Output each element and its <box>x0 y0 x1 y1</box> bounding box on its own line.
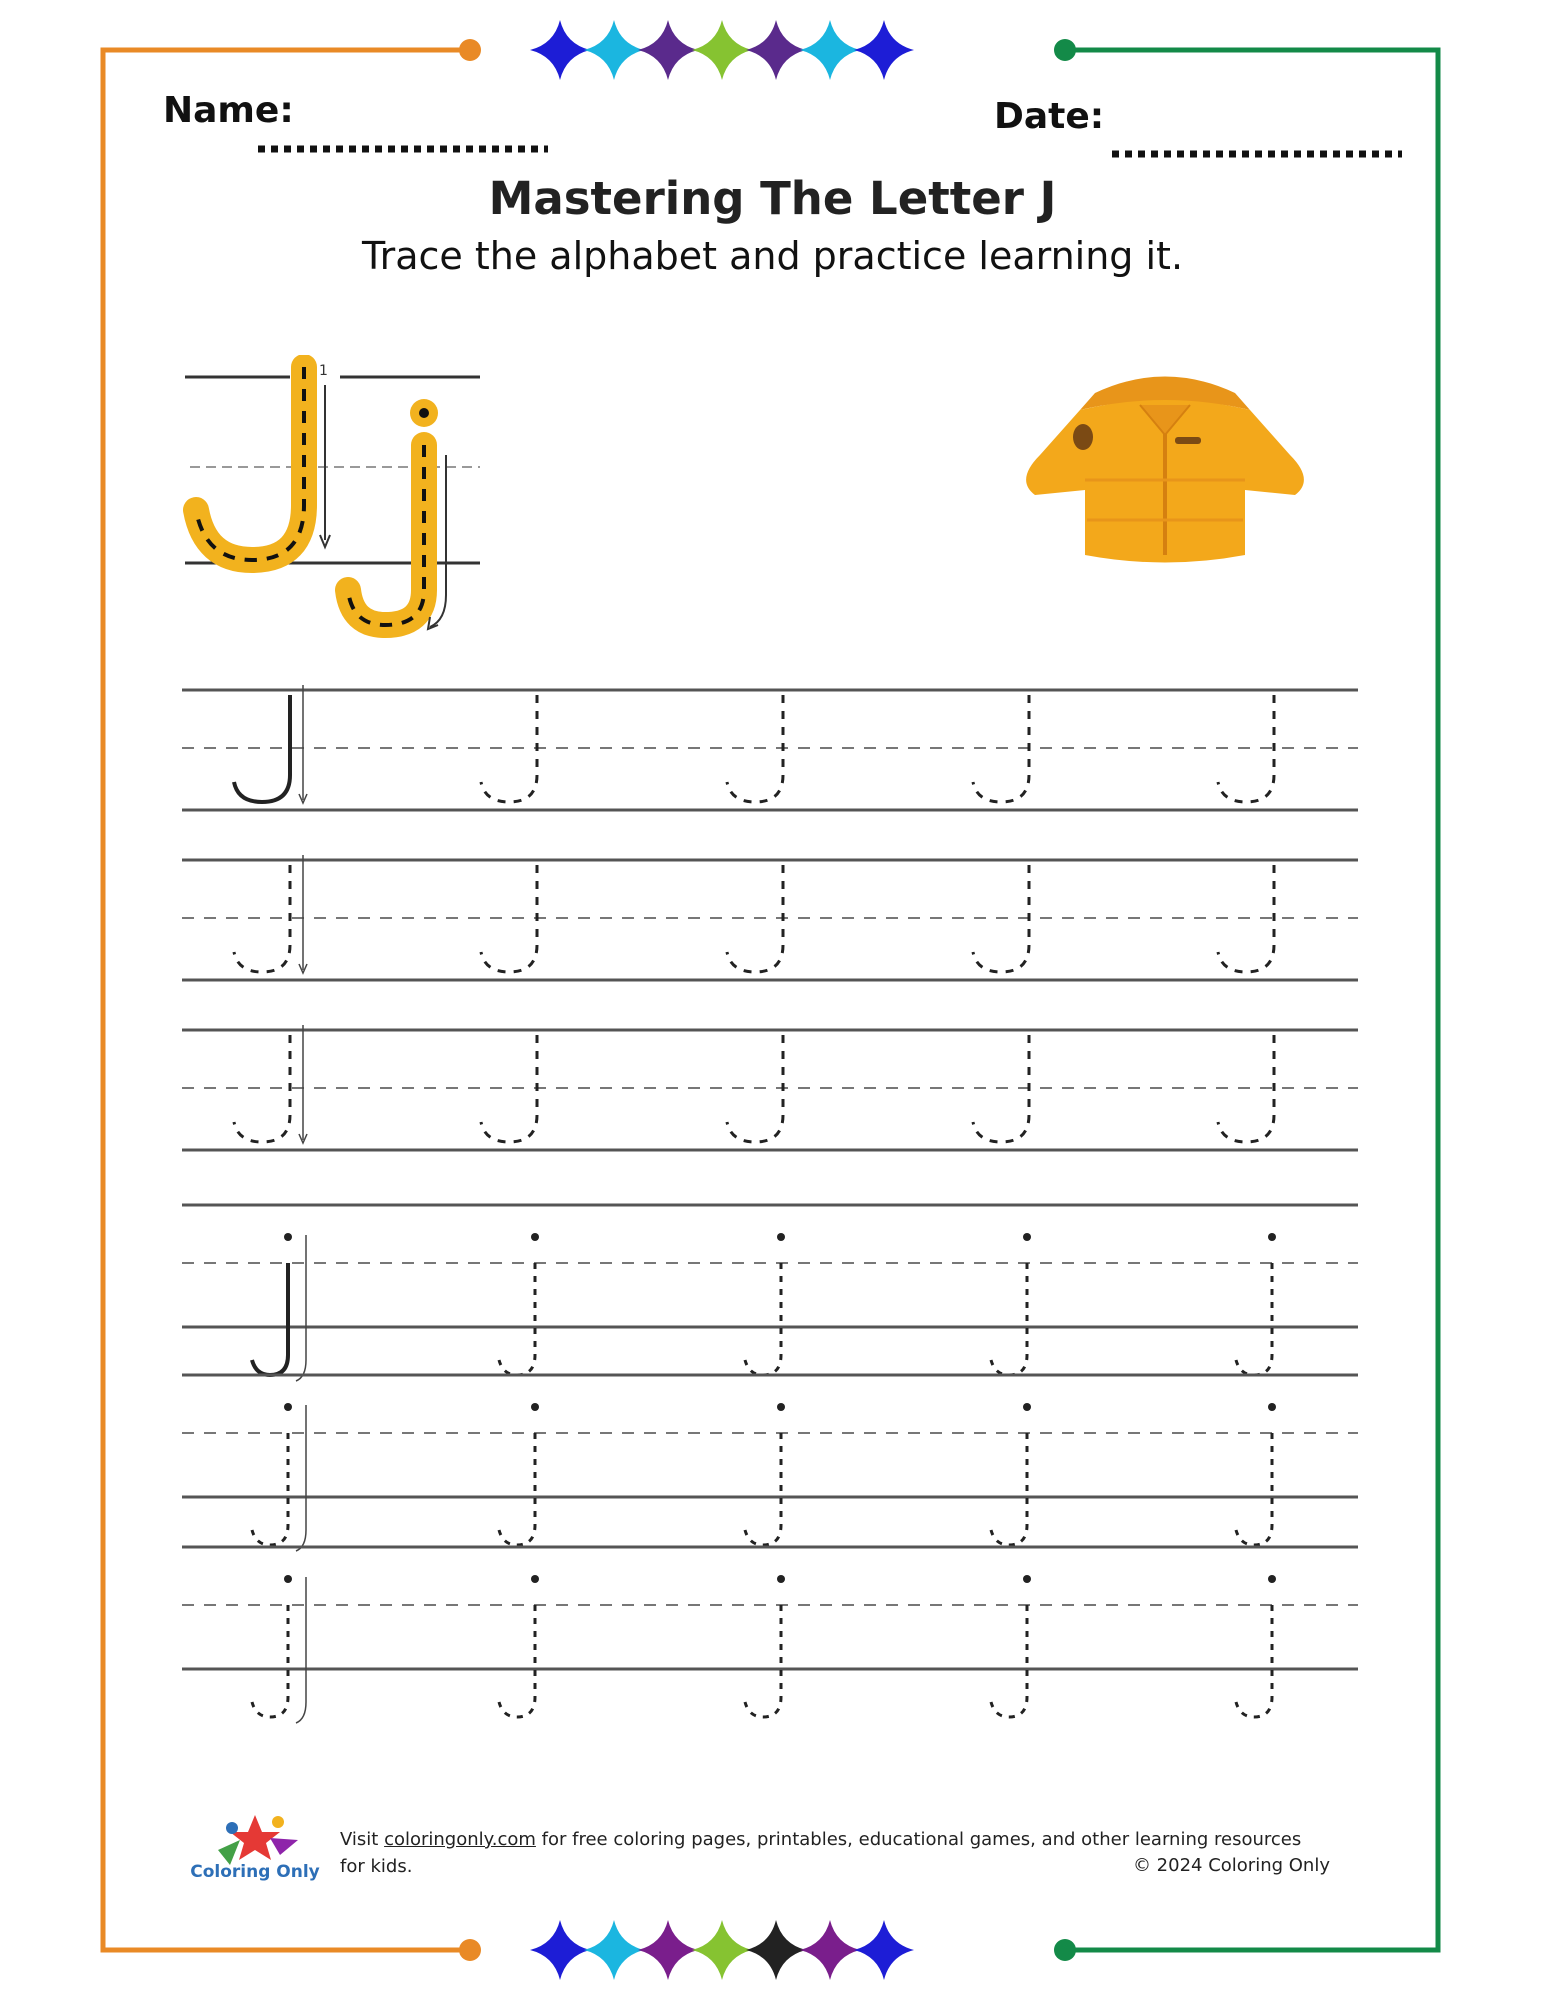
letter-dot <box>777 1575 785 1583</box>
copyright-text: © 2024 Coloring Only <box>1132 1855 1330 1876</box>
dotted-letter[interactable] <box>991 1605 1027 1717</box>
dotted-letter[interactable] <box>481 1035 537 1142</box>
coloring-only-logo <box>210 1810 300 1870</box>
dotted-letter[interactable] <box>499 1433 535 1545</box>
dotted-letter[interactable] <box>481 695 537 802</box>
letter-dot <box>284 1403 292 1411</box>
uppercase-practice-row[interactable] <box>182 1025 1358 1150</box>
dotted-letter[interactable] <box>481 865 537 972</box>
dotted-letter[interactable] <box>1236 1433 1272 1545</box>
letter-dot <box>1268 1233 1276 1241</box>
uppercase-practice-row[interactable] <box>182 685 1358 810</box>
letter-dot <box>1268 1403 1276 1411</box>
letter-dot <box>777 1233 785 1241</box>
dotted-letter[interactable] <box>252 1433 288 1545</box>
footer-visit-prefix: Visit <box>340 1829 385 1850</box>
letter-dot <box>777 1403 785 1411</box>
dotted-letter[interactable] <box>745 1433 781 1545</box>
letter-dot <box>531 1575 539 1583</box>
letter-dot <box>1023 1233 1031 1241</box>
dotted-letter[interactable] <box>745 1605 781 1717</box>
letter-dot <box>1023 1403 1031 1411</box>
lowercase-practice-row[interactable] <box>182 1547 1358 1723</box>
dotted-letter[interactable] <box>1236 1605 1272 1717</box>
dotted-letter[interactable] <box>991 1433 1027 1545</box>
letter-dot <box>284 1233 292 1241</box>
stroke-number: 1 <box>319 363 328 379</box>
lowercase-practice-row[interactable] <box>182 1205 1358 1381</box>
dotted-letter[interactable] <box>745 1263 781 1375</box>
logo-text: Coloring Only <box>190 1862 320 1882</box>
dotted-letter[interactable] <box>499 1263 535 1375</box>
footer-visit-suffix: for free coloring pages, printables, educational games, and other learning resources for kids. <box>340 1829 1302 1877</box>
dotted-letter[interactable] <box>991 1263 1027 1375</box>
page-title: Mastering The Letter J <box>488 172 1057 225</box>
uppercase-practice-row[interactable] <box>182 855 1358 980</box>
page-subtitle: Trace the alphabet and practice learning it. <box>361 234 1184 278</box>
letter-dot <box>531 1233 539 1241</box>
dotted-letter[interactable] <box>499 1605 535 1717</box>
lowercase-practice-row[interactable] <box>182 1375 1358 1551</box>
dotted-letter[interactable] <box>1236 1263 1272 1375</box>
name-label: Name: <box>163 90 294 131</box>
letter-dot <box>531 1403 539 1411</box>
traced-letter <box>252 1263 288 1375</box>
footer-link[interactable]: coloringonly.com <box>384 1829 536 1850</box>
letter-dot <box>284 1575 292 1583</box>
dotted-letter[interactable] <box>252 1605 288 1717</box>
letter-dot <box>1268 1575 1276 1583</box>
letter-dot <box>1023 1575 1031 1583</box>
date-label: Date: <box>994 96 1105 137</box>
